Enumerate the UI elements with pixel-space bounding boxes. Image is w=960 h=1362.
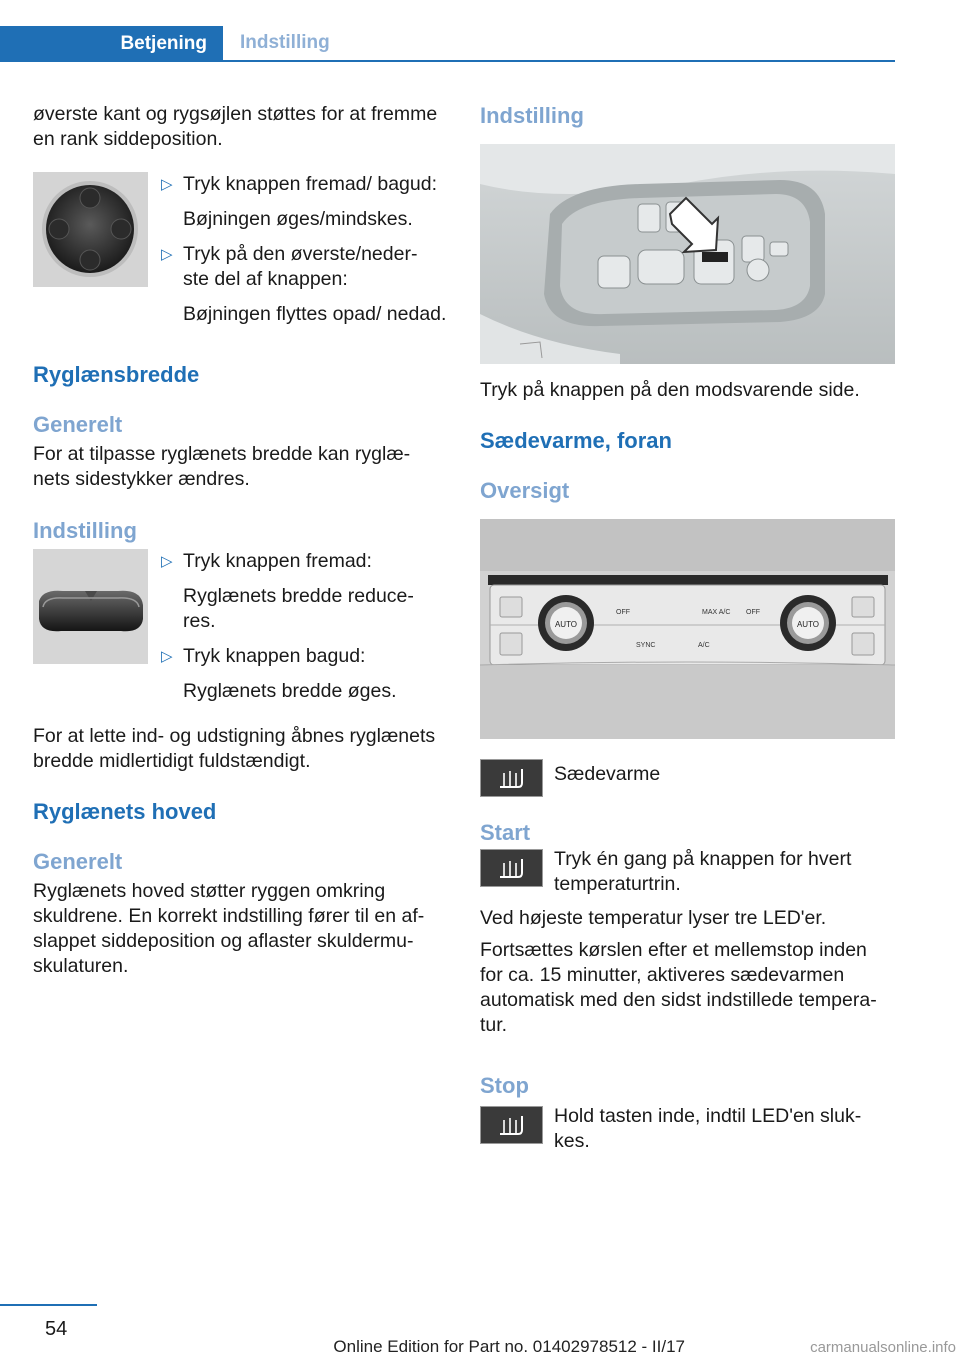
header-tabs [0,26,895,62]
seat-heating-button-icon [480,849,543,887]
triangle-bullet-icon: ▷ [161,246,173,263]
adjustment-text: Tryk på knappen på den modsvarende side. [480,379,860,401]
start-paragraph-1: Ved højeste temperatur lyser tre LED'er. [480,907,827,929]
climate-panel-image [480,519,895,739]
triangle-bullet-icon: ▷ [161,648,173,665]
start-icon-row [480,847,895,897]
header-rule [0,60,895,62]
triangle-bullet-icon: ▷ [161,553,173,570]
section-title-seat-heating: Sædevarme, foran [480,428,672,453]
ac-label: A/C [698,642,710,649]
off-left-label: OFF [616,609,630,616]
bullet-sub: Ryglænets bredde øges. [183,680,397,702]
subsection-overview: Oversigt [480,478,570,503]
bullet-sub: Bøjningen flyttes opad/ nedad. [183,303,447,325]
subsection-adjustment: Indstilling [33,518,137,543]
auto-right-label: AUTO [796,620,820,629]
start-text: Tryk én gang på knappen for hvert temperaturtrin. [554,848,852,895]
right-column [480,102,895,1154]
off-right-label: OFF [746,609,760,616]
max-ac-label: MAX A/C [702,609,731,616]
subsection-stop: Stop [480,1073,529,1098]
subsection-general: Generelt [33,849,123,874]
edition-text: Online Edition for Part no. 01402978512 - II/17 [333,1337,685,1356]
lumbar-figure-row [33,172,448,327]
page-number: 54 [45,1318,68,1340]
bullet-main: Tryk knappen fremad: [183,550,372,572]
stop-text: Hold tasten inde, indtil LED'en sluk- kes. [554,1105,862,1152]
bullet-main: Tryk på den øverste/neder- ste del af knappen: [183,243,418,290]
lumbar-switch-image [33,172,148,287]
bullet-main: Tryk knappen fremad/ bagud: [183,173,438,195]
bullet-sub: Bøjningen øges/mindskes. [183,208,413,230]
bullet-sub: Ryglænets bredde reduce- res. [183,585,414,632]
bullet-item [161,644,448,704]
bullet-item [161,172,448,232]
subsection-general: Generelt [33,412,123,437]
intro-text: øverste kant og rygsøjlen støttes for at fremme en rank siddeposition. [33,103,438,150]
tab-indstilling[interactable]: Indstilling [240,32,330,53]
seat-control-image [480,144,895,364]
seat-heating-button-icon [480,759,543,797]
sync-label: SYNC [636,642,656,649]
subsection-start: Start [480,820,531,845]
seat-heating-caption: Sædevarme [554,763,661,785]
backrest-width-general-text: For at tilpasse ryglænets bredde kan ryglæ- nets sidestykker ændres. [33,443,411,490]
section-title-backrest-width: Ryglænsbredde [33,362,200,387]
subsection-adjustment: Indstilling [480,103,584,128]
left-column [33,102,448,979]
bullet-main: Tryk knappen bagud: [183,645,366,667]
stop-icon-row [480,1104,895,1154]
seat-heating-button-icon [480,1106,543,1144]
section-title-backrest-head: Ryglænets hoved [33,799,217,824]
start-paragraph-2: Fortsættes kørslen efter et mellemstop inden for ca. 15 minutter, aktiveres sædevarmen automatisk med den sidst indstillede tempera- tur. [480,939,877,1036]
triangle-bullet-icon: ▷ [161,176,173,193]
footer-rule [0,1304,97,1306]
auto-left-label: AUTO [554,620,578,629]
bullet-item [161,242,448,327]
width-figure-row [33,549,448,704]
width-bullets [161,549,448,704]
bullet-item [161,549,448,634]
backrest-head-text: Ryglænets hoved støtter ryggen omkring skuldrene. En korrekt indstilling fører til en af- slappet siddeposition og aflaster skuldermu- skulaturen. [33,880,425,977]
tab-betjening[interactable]: Betjening [0,26,223,62]
backrest-width-entry-text: For at lette ind- og udstigning åbnes ryglænets bredde midlertidigt fuldstændigt. [33,725,436,772]
lumbar-bullets [161,172,448,327]
seat-heating-icon-row [480,757,895,797]
width-switch-image [33,549,148,664]
watermark-text[interactable]: carmanualsonline.info [810,1339,956,1356]
